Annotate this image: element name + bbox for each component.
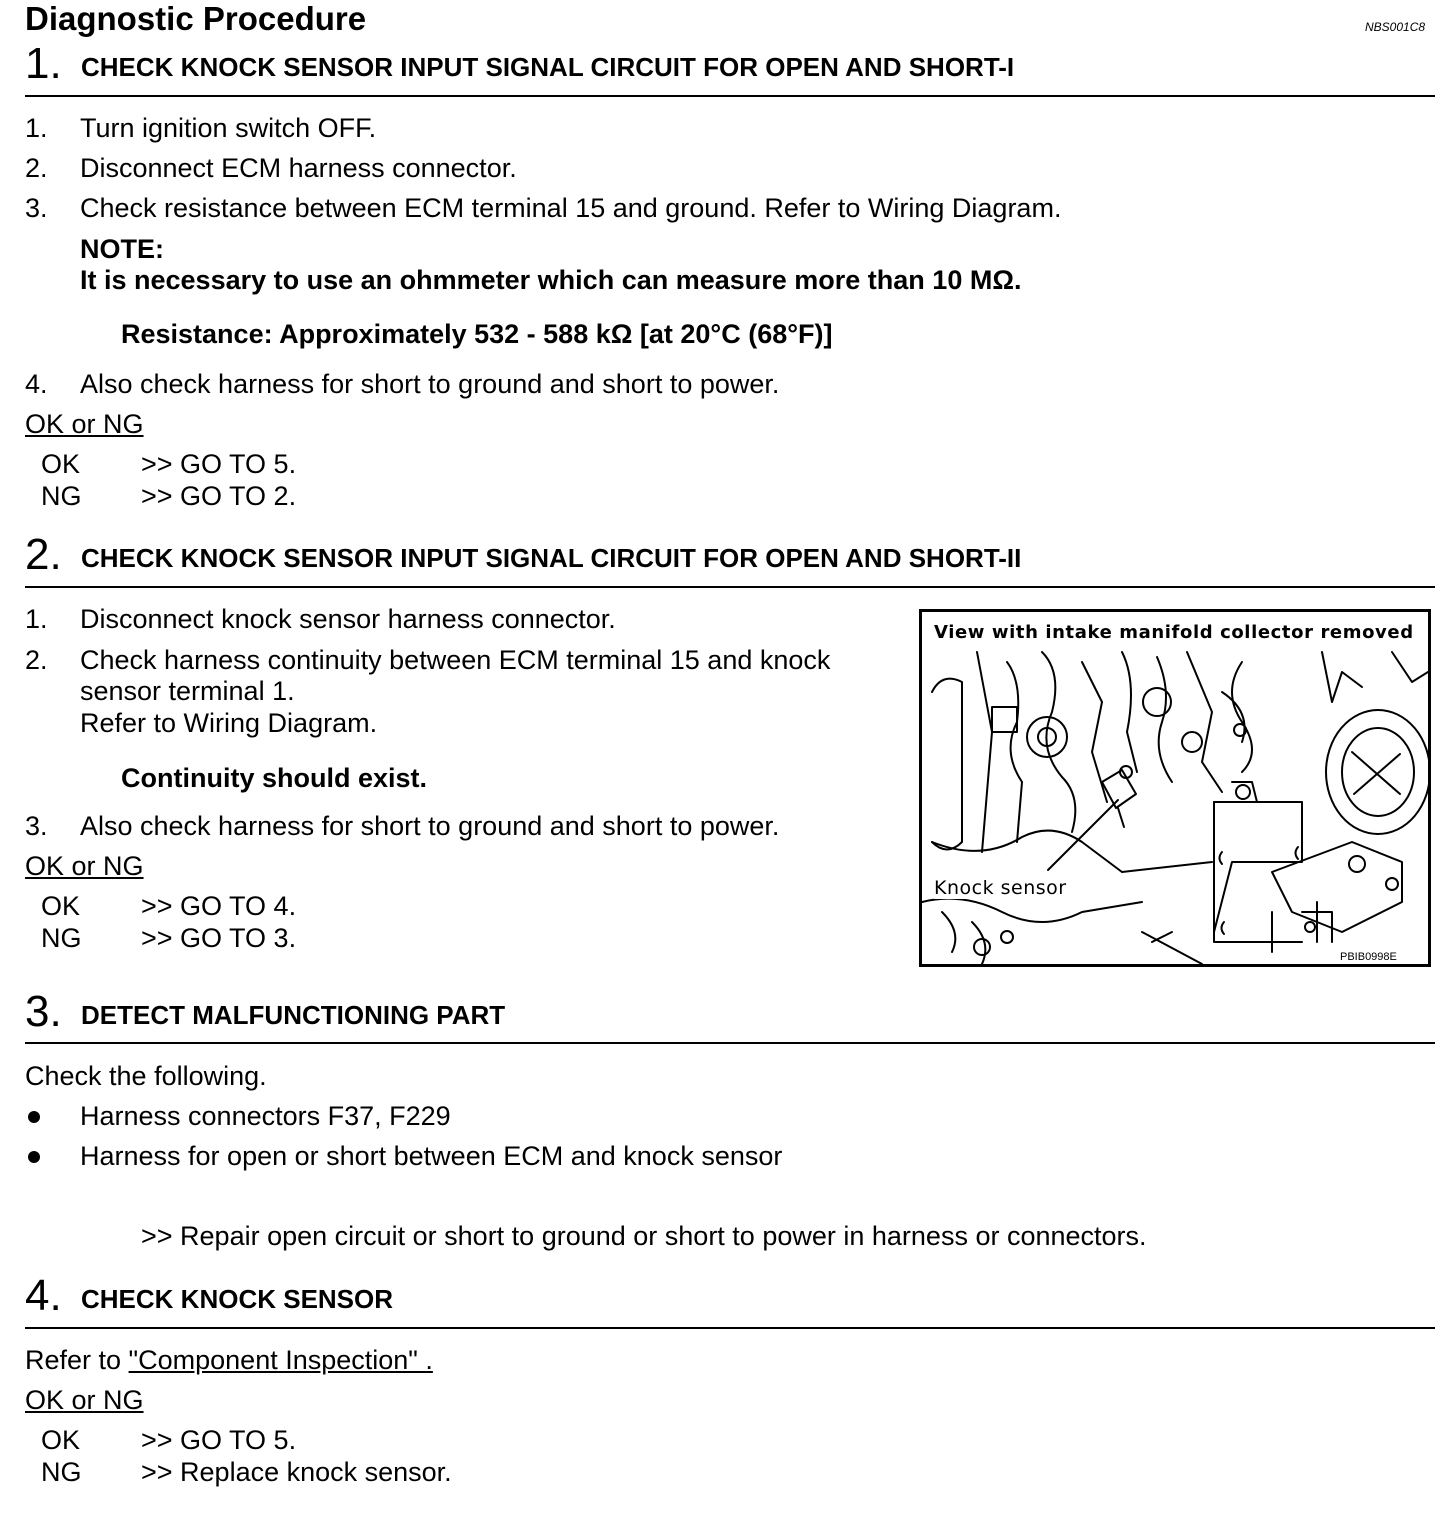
step-1-item-3-number: 3. [25,193,48,223]
step-2-item-2-line-2: sensor terminal 1. [80,676,295,706]
step-4-heading: CHECK KNOCK SENSOR [81,1284,394,1314]
check-intro: Check the following. [25,1061,267,1091]
divider [25,586,1435,588]
step-2-item-2-number: 2. [25,645,48,675]
bullet-item-2: Harness for open or short between ECM and knock sensor [80,1141,783,1171]
resistance-spec: Resistance: Approximately 532 - 588 kΩ [at 20°C (68°F)] [121,319,833,349]
step-2-item-1-text: Disconnect knock sensor harness connector. [80,604,616,634]
step-1-item-4-text: Also check harness for short to ground and short to power. [80,369,780,399]
result-status-ng: NG [41,1457,82,1487]
result-status-ok: OK [41,449,81,479]
step-1-item-1-number: 1. [25,113,48,143]
step-1-item-3-text: Check resistance between ECM terminal 15 and ground. Refer to Wiring Diagram. [80,193,1062,223]
step-2-heading: CHECK KNOCK SENSOR INPUT SIGNAL CIRCUIT FOR OPEN AND SHORT-II [81,543,1022,573]
component-inspection-link[interactable]: "Component Inspection" . [128,1345,433,1375]
step-1-item-2-text: Disconnect ECM harness connector. [80,153,517,183]
step-1-item-1-text: Turn ignition switch OFF. [80,113,377,143]
figure-caption: View with intake manifold collector removed [934,622,1414,643]
refer-prefix: Refer to [25,1345,129,1375]
page-title: Diagnostic Procedure [25,0,367,37]
ok-or-ng-label: OK or NG [25,851,144,881]
result-status-ng: NG [41,923,82,953]
result-status-ok: OK [41,1425,81,1455]
step-1-item-4-number: 4. [25,369,48,399]
step-2-item-2-line-3: Refer to Wiring Diagram. [80,708,378,738]
refer-line [25,1347,433,1374]
step-1-item-2-number: 2. [25,153,48,183]
result-action-ng: >> GO TO 2. [141,481,297,511]
reference-code: NBS001C8 [1365,20,1426,34]
figure-code: PBIB0998E [1340,951,1397,963]
step-2-item-3-text: Also check harness for short to ground and short to power. [80,811,780,841]
step-4-number: 4. [25,1271,62,1320]
step-1-number: 1. [25,39,62,88]
step-3-heading: DETECT MALFUNCTIONING PART [81,1000,506,1030]
step-2-item-1-number: 1. [25,604,48,634]
step-2-item-3-number: 3. [25,811,48,841]
result-status-ok: OK [41,891,81,921]
bullet-icon [28,1151,40,1163]
divider [25,1327,1435,1329]
divider [25,95,1435,97]
knock-sensor-label: Knock sensor [934,877,1067,899]
repair-action: >> Repair open circuit or short to ground or short to power in harness or connectors. [141,1221,1147,1251]
result-action-ng: >> Replace knock sensor. [141,1457,452,1487]
engine-illustration [922,612,1428,964]
bullet-icon [28,1111,40,1123]
result-action-ok: >> GO TO 5. [141,449,297,479]
knock-sensor-location-figure [919,609,1431,967]
continuity-spec: Continuity should exist. [121,763,428,793]
note-label: NOTE: [80,234,164,264]
result-action-ok: >> GO TO 5. [141,1425,297,1455]
note-text: It is necessary to use an ohmmeter which can measure more than 10 MΩ. [80,265,1022,295]
result-action-ng: >> GO TO 3. [141,923,297,953]
step-2-number: 2. [25,530,62,579]
result-action-ok: >> GO TO 4. [141,891,297,921]
divider [25,1042,1435,1044]
step-1-heading: CHECK KNOCK SENSOR INPUT SIGNAL CIRCUIT FOR OPEN AND SHORT-I [81,52,1015,82]
step-3-number: 3. [25,987,62,1036]
result-status-ng: NG [41,481,82,511]
ok-or-ng-label: OK or NG [25,1385,144,1415]
ok-or-ng-label: OK or NG [25,409,144,439]
bullet-item-1: Harness connectors F37, F229 [80,1101,451,1131]
step-2-item-2-line-1: Check harness continuity between ECM terminal 15 and knock [80,645,831,675]
